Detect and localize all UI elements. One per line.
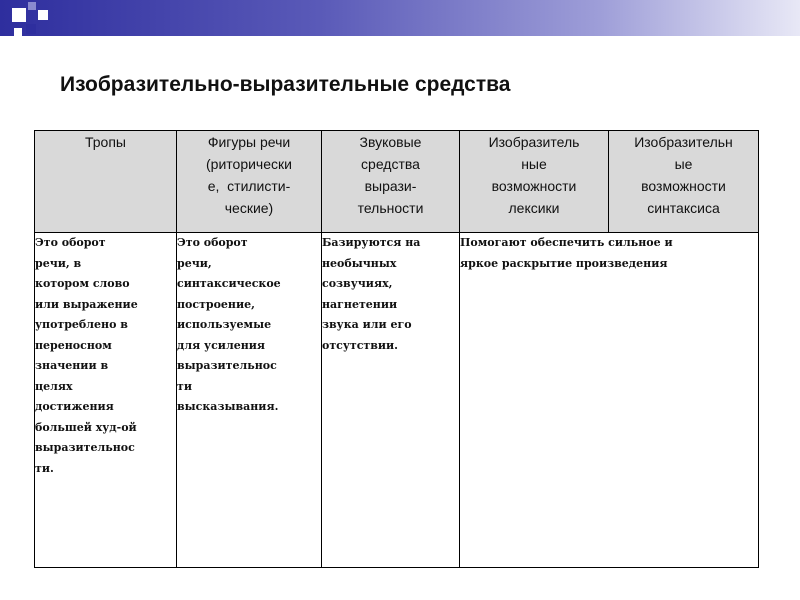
cell-line: значении в bbox=[35, 359, 109, 372]
cell-line: построение, bbox=[177, 297, 255, 311]
cell-tropes-definition bbox=[35, 233, 177, 568]
header-line: тельности bbox=[357, 200, 424, 216]
header-cell-syntax-means bbox=[609, 131, 759, 233]
cell-line: котором слово bbox=[35, 277, 130, 290]
cell-line: отсутствии. bbox=[322, 338, 399, 352]
cell-line: речи, bbox=[177, 256, 212, 270]
cell-line: достижения bbox=[35, 400, 114, 413]
cell-line: яркое раскрытие произведения bbox=[460, 256, 668, 270]
header-line: средства bbox=[361, 156, 420, 172]
cell-line: речи, в bbox=[35, 256, 82, 270]
header-line: Тропы bbox=[85, 134, 126, 150]
cell-line: ти. bbox=[35, 461, 54, 475]
header-line: ческие) bbox=[224, 200, 274, 216]
header-line: ные bbox=[521, 156, 547, 172]
slide-title: Изобразительно-выразительные средства bbox=[60, 73, 511, 96]
cell-line: ти bbox=[177, 379, 192, 393]
cell-line: большей худ-ой bbox=[35, 420, 137, 434]
cell-line: или выражение bbox=[35, 297, 138, 311]
cell-line: используемые bbox=[177, 318, 272, 331]
cell-line: высказывания. bbox=[177, 400, 279, 413]
header-line: возможности bbox=[641, 178, 726, 194]
cell-figures-definition bbox=[177, 233, 322, 568]
header-line: вырази- bbox=[364, 178, 417, 194]
comparison-table bbox=[34, 130, 759, 568]
header-cell-figures-of-speech bbox=[177, 131, 322, 233]
table-header-row bbox=[35, 131, 759, 233]
header-line: Изобразительн bbox=[634, 134, 733, 150]
header-line: лексики bbox=[508, 200, 560, 216]
cell-line: для усиления bbox=[177, 338, 266, 352]
header-line: е, стилисти- bbox=[207, 178, 291, 194]
cell-sound-definition bbox=[322, 233, 460, 568]
cell-line: переносном bbox=[35, 338, 112, 352]
cell-line: выразительнос bbox=[177, 359, 277, 372]
cell-line: целях bbox=[35, 379, 73, 393]
header-line: возможности bbox=[491, 178, 577, 194]
header-line: (риторически bbox=[206, 156, 292, 172]
cell-line: Это оборот bbox=[177, 236, 248, 249]
cell-line: звука или его bbox=[322, 318, 412, 331]
cell-line: нагнетении bbox=[322, 297, 398, 311]
header-cell-tropes bbox=[35, 131, 177, 233]
header-cell-sound-means bbox=[322, 131, 460, 233]
cell-line: созвучиях, bbox=[322, 277, 393, 290]
cell-line: Это оборот bbox=[35, 236, 106, 249]
cell-line: Базируются на bbox=[322, 236, 421, 249]
header-line: ые bbox=[674, 156, 693, 172]
header-line: Изобразитель bbox=[488, 134, 580, 150]
header-line: синтаксиса bbox=[647, 200, 720, 216]
header-line: Фигуры речи bbox=[207, 134, 291, 150]
cell-line: синтаксическое bbox=[177, 277, 281, 290]
cell-line: Помогают обеспечить сильное и bbox=[460, 236, 673, 249]
cell-lexical-syntax-definition bbox=[460, 233, 759, 568]
cell-line: выразительнос bbox=[35, 441, 135, 454]
cell-line: употреблено в bbox=[35, 318, 128, 331]
cell-line: необычных bbox=[322, 256, 397, 270]
header-line: Звуковые bbox=[359, 134, 422, 150]
header-cell-lexical-means bbox=[460, 131, 609, 233]
table-body-row bbox=[35, 233, 759, 568]
decorative-header-band bbox=[0, 0, 800, 36]
